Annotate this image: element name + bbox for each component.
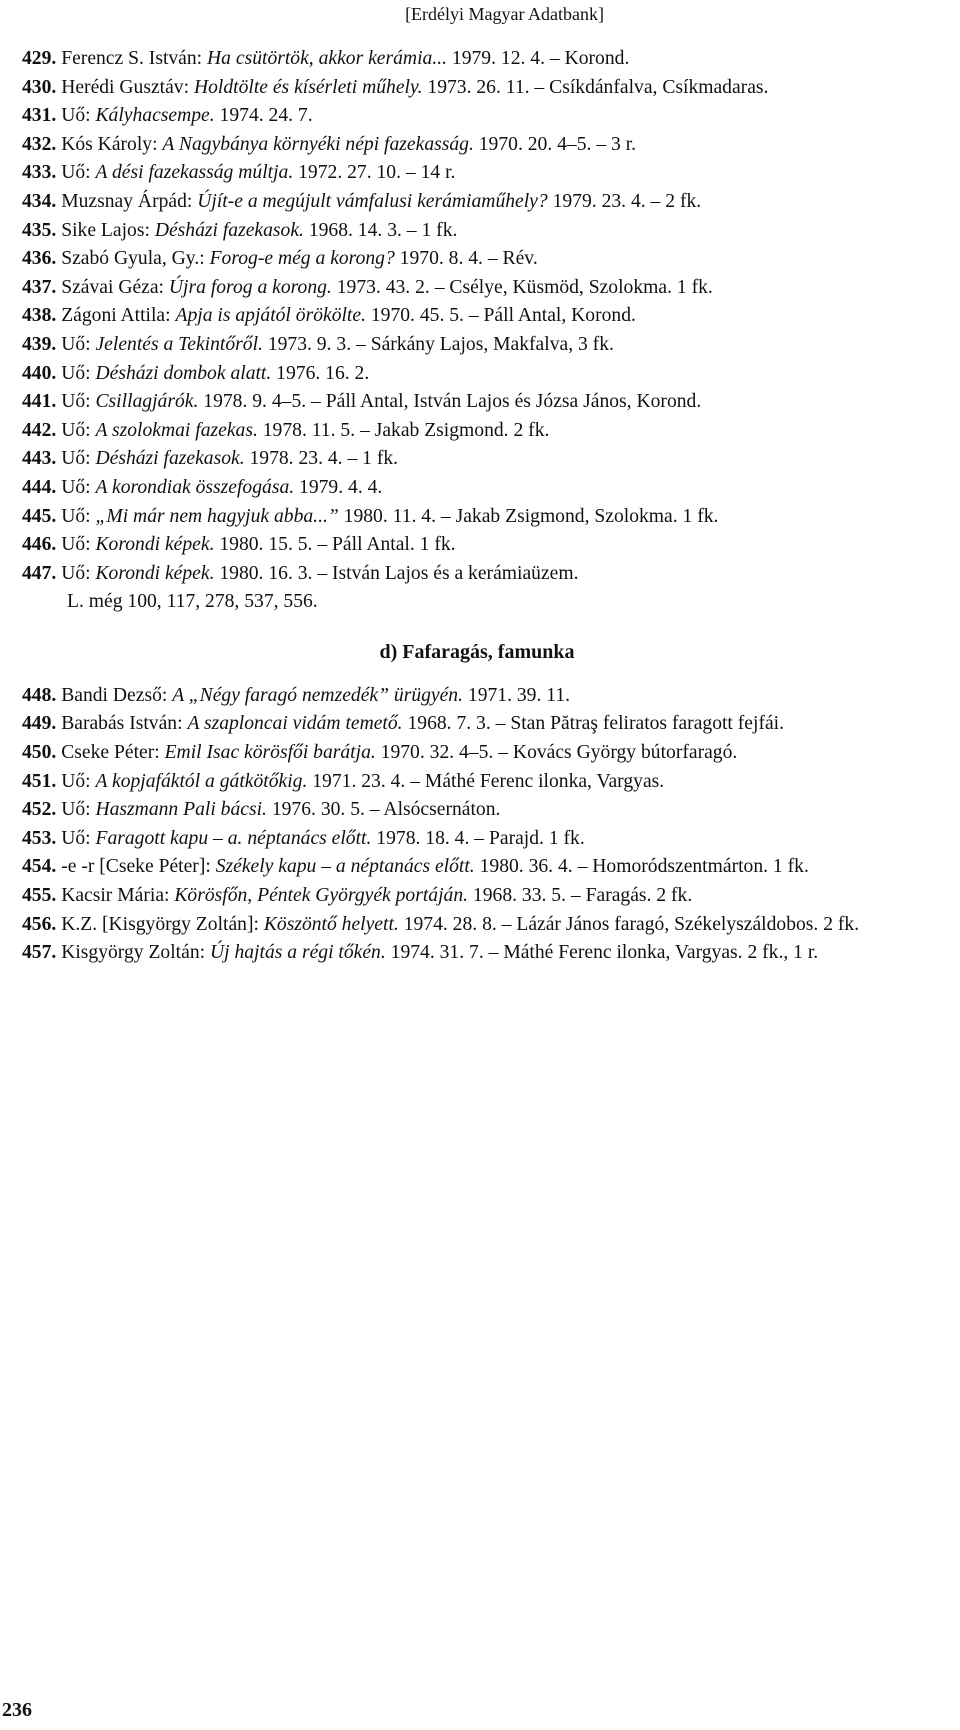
see-also-note: L. még 100, 117, 278, 537, 556. bbox=[67, 591, 318, 613]
entry-text: 1972. 27. 10. – 14 r. bbox=[293, 162, 456, 184]
entry-title: Korondi képek. bbox=[95, 534, 215, 556]
entry-number: 431. bbox=[22, 105, 57, 127]
entry-title: Körösfőn, Péntek Györgyék portáján. bbox=[174, 885, 469, 907]
bibliography-entry bbox=[22, 796, 932, 825]
bibliography-entry bbox=[22, 710, 932, 739]
entry-text: Barabás István: bbox=[56, 713, 188, 735]
entry-title: A korondiak összefogása. bbox=[95, 476, 295, 498]
bibliography-entry bbox=[22, 474, 932, 503]
entry-text: 1971. 39. 11. bbox=[463, 684, 571, 706]
entry-number: 442. bbox=[22, 419, 57, 441]
bibliography-entry bbox=[22, 360, 932, 389]
entry-title: A dési fazekasság múltja. bbox=[95, 162, 294, 184]
entry-number: 446. bbox=[22, 534, 57, 556]
entry-number: 445. bbox=[22, 505, 57, 527]
entry-text: Ferencz S. István: bbox=[56, 48, 208, 69]
bibliography-entry bbox=[22, 682, 932, 711]
entry-text: Cseke Péter: bbox=[56, 742, 165, 764]
bibliography-entry bbox=[22, 388, 932, 417]
entry-text: Uő: bbox=[56, 476, 96, 498]
bibliography-entry bbox=[22, 331, 932, 360]
entry-text: Uő: bbox=[56, 448, 96, 470]
entry-text: Uő: bbox=[56, 770, 96, 792]
entry-title: Désházi dombok alatt. bbox=[95, 362, 272, 384]
entry-number: 449. bbox=[22, 713, 57, 735]
entry-title: Korondi képek. bbox=[95, 562, 215, 584]
entry-number: 441. bbox=[22, 391, 57, 413]
entry-text: 1974. 31. 7. – Máthé Ferenc ilonka, Vargyas. 2 fk., 1 r. bbox=[385, 942, 819, 964]
entry-text: 1971. 23. 4. – Máthé Ferenc ilonka, Vargyas. bbox=[307, 770, 665, 792]
entry-title: Haszmann Pali bácsi. bbox=[95, 799, 267, 821]
source-header: [Erdélyi Magyar Adatbank] bbox=[405, 4, 604, 24]
entry-title: Faragott kapu – a. néptanács előtt. bbox=[95, 827, 372, 849]
bibliography-entry bbox=[22, 417, 932, 446]
entry-number: 432. bbox=[22, 133, 57, 155]
entry-text: 1980. 15. 5. – Páll Antal. 1 fk. bbox=[214, 534, 456, 556]
entry-text: Uő: bbox=[56, 562, 96, 584]
entry-number: 434. bbox=[22, 190, 57, 212]
entry-text: Uő: bbox=[56, 419, 96, 441]
entry-number: 437. bbox=[22, 276, 57, 298]
entry-number: 436. bbox=[22, 248, 57, 270]
bibliography-entry bbox=[22, 882, 932, 911]
bibliography-entry bbox=[22, 159, 932, 188]
entry-text: 1970. 32. 4–5. – Kovács György bútorfaragó. bbox=[375, 742, 738, 764]
entry-number: 452. bbox=[22, 799, 57, 821]
entry-text: -e -r [Cseke Péter]: bbox=[56, 856, 216, 878]
entry-title: Kályhacsempe. bbox=[95, 105, 215, 127]
entry-text: 1974. 24. 7. bbox=[214, 105, 313, 127]
page-number: 236 bbox=[2, 1699, 32, 1721]
entry-title: A „Négy faragó nemzedék” ürügyén. bbox=[172, 684, 463, 706]
entry-text: 1968. 7. 3. – Stan Pătraş feliratos faragott fejfái. bbox=[402, 713, 785, 735]
entry-title: Székely kapu – a néptanács előtt. bbox=[215, 856, 475, 878]
entry-text: Zágoni Attila: bbox=[56, 305, 176, 327]
entry-text: Kós Károly: bbox=[56, 133, 163, 155]
entry-number: 438. bbox=[22, 305, 57, 327]
entry-text: 1968. 33. 5. – Faragás. 2 fk. bbox=[468, 885, 693, 907]
entry-text: 1970. 8. 4. – Rév. bbox=[394, 248, 538, 270]
entry-text: Kisgyörgy Zoltán: bbox=[56, 942, 210, 964]
entry-number: 435. bbox=[22, 219, 57, 241]
bibliography-entry bbox=[22, 188, 932, 217]
entry-number: 433. bbox=[22, 162, 57, 184]
entry-text: 1976. 16. 2. bbox=[271, 362, 370, 384]
entry-text: Uő: bbox=[56, 362, 96, 384]
entry-title: Emil Isac körösfői barátja. bbox=[164, 742, 376, 764]
entry-title: Újra forog a korong. bbox=[168, 276, 332, 298]
entry-text: 1978. 9. 4–5. – Páll Antal, István Lajos és Józsa János, Korond. bbox=[198, 391, 702, 413]
entry-number: 444. bbox=[22, 476, 57, 498]
bibliography-entry bbox=[22, 445, 932, 474]
bibliography-entry bbox=[22, 853, 932, 882]
entry-number: 440. bbox=[22, 362, 57, 384]
bibliography-entry bbox=[22, 102, 932, 131]
entry-title: Jelentés a Tekintőről. bbox=[95, 333, 263, 355]
entry-title: Forog-e még a korong? bbox=[209, 248, 395, 270]
entry-text: 1978. 18. 4. – Parajd. 1 fk. bbox=[371, 827, 585, 849]
bibliography-entry bbox=[22, 531, 932, 560]
entry-text: Uő: bbox=[56, 105, 96, 127]
entry-text: 1979. 12. 4. – Korond. bbox=[447, 48, 630, 69]
entry-text: 1978. 11. 5. – Jakab Zsigmond. 2 fk. bbox=[257, 419, 550, 441]
entry-text: 1979. 23. 4. – 2 fk. bbox=[547, 190, 702, 212]
entry-text: 1978. 23. 4. – 1 fk. bbox=[244, 448, 399, 470]
bibliography-entry bbox=[22, 825, 932, 854]
entry-text: 1968. 14. 3. – 1 fk. bbox=[303, 219, 458, 241]
entry-text: Herédi Gusztáv: bbox=[56, 76, 194, 98]
entry-title: Ha csütörtök, akkor kerámia... bbox=[207, 48, 448, 69]
entry-number: 430. bbox=[22, 76, 57, 98]
bibliography-entry bbox=[22, 274, 932, 303]
entry-title: Apja is apjától örökölte. bbox=[175, 305, 366, 327]
entry-title: Désházi fazekasok. bbox=[154, 219, 304, 241]
entry-text: Kacsir Mária: bbox=[56, 885, 175, 907]
entry-text: K.Z. [Kisgyörgy Zoltán]: bbox=[56, 913, 264, 935]
bibliography-entry bbox=[22, 739, 932, 768]
entry-number: 429. bbox=[22, 48, 57, 69]
bibliography-list-pottery bbox=[22, 45, 932, 588]
entry-number: 448. bbox=[22, 684, 57, 706]
entry-number: 454. bbox=[22, 856, 57, 878]
entry-text: Uő: bbox=[56, 162, 96, 184]
entry-text: 1973. 43. 2. – Csélye, Küsmöd, Szolokma. 1 fk. bbox=[331, 276, 713, 298]
bibliography-entry bbox=[22, 939, 932, 968]
bibliography-page bbox=[22, 45, 932, 968]
entry-title: Új hajtás a régi tőkén. bbox=[209, 942, 386, 964]
entry-number: 457. bbox=[22, 942, 57, 964]
bibliography-entry bbox=[22, 217, 932, 246]
entry-text: 1979. 4. 4. bbox=[294, 476, 383, 498]
entry-text: Szabó Gyula, Gy.: bbox=[56, 248, 210, 270]
entry-title: „Mi már nem hagyjuk abba...” bbox=[95, 505, 339, 527]
entry-number: 455. bbox=[22, 885, 57, 907]
entry-title: Újít-e a megújult vámfalusi kerámiaműhely? bbox=[197, 190, 548, 212]
entry-text: 1973. 26. 11. – Csíkdánfalva, Csíkmadaras. bbox=[422, 76, 769, 98]
entry-text: 1970. 20. 4–5. – 3 r. bbox=[473, 133, 637, 155]
entry-text: 1980. 16. 3. – István Lajos és a kerámiaüzem. bbox=[214, 562, 579, 584]
entry-title: Désházi fazekasok. bbox=[95, 448, 245, 470]
entry-title: A szaploncai vidám temető. bbox=[187, 713, 403, 735]
entry-text: Sike Lajos: bbox=[56, 219, 155, 241]
bibliography-list-woodcarving bbox=[22, 682, 932, 968]
entry-text: Uő: bbox=[56, 534, 96, 556]
bibliography-entry bbox=[22, 245, 932, 274]
bibliography-entry bbox=[22, 302, 932, 331]
entry-text: 1973. 9. 3. – Sárkány Lajos, Makfalva, 3 fk. bbox=[262, 333, 614, 355]
entry-text: Muzsnay Árpád: bbox=[56, 190, 198, 212]
entry-text: 1980. 11. 4. – Jakab Zsigmond, Szolokma. 1 fk. bbox=[338, 505, 719, 527]
entry-number: 451. bbox=[22, 770, 57, 792]
entry-title: A kopjafáktól a gátkötőkig. bbox=[95, 770, 308, 792]
entry-text: Uő: bbox=[56, 391, 96, 413]
bibliography-entry bbox=[22, 74, 932, 103]
entry-text: Uő: bbox=[56, 505, 96, 527]
entry-text: Uő: bbox=[56, 827, 96, 849]
entry-text: Uő: bbox=[56, 799, 96, 821]
entry-text: Szávai Géza: bbox=[56, 276, 169, 298]
entry-number: 447. bbox=[22, 562, 57, 584]
entry-text: 1980. 36. 4. – Homoródszentmárton. 1 fk. bbox=[474, 856, 809, 878]
entry-text: Bandi Dezső: bbox=[56, 684, 173, 706]
entry-title: Holdtölte és kísérleti műhely. bbox=[193, 76, 423, 98]
bibliography-entry bbox=[22, 131, 932, 160]
entry-title: Köszöntő helyett. bbox=[263, 913, 399, 935]
entry-title: Csillagjárók. bbox=[95, 391, 199, 413]
entry-title: A Nagybánya környéki népi fazekasság. bbox=[162, 133, 474, 155]
entry-text: 1974. 28. 8. – Lázár János faragó, Székelyszáldobos. 2 fk. bbox=[398, 913, 860, 935]
entry-number: 439. bbox=[22, 333, 57, 355]
bibliography-entry bbox=[22, 45, 932, 74]
bibliography-entry bbox=[22, 768, 932, 797]
entry-number: 450. bbox=[22, 742, 57, 764]
entry-number: 456. bbox=[22, 913, 57, 935]
entry-number: 453. bbox=[22, 827, 57, 849]
entry-text: Uő: bbox=[56, 333, 96, 355]
bibliography-entry bbox=[22, 503, 932, 532]
entry-text: 1970. 45. 5. – Páll Antal, Korond. bbox=[365, 305, 636, 327]
entry-title: A szolokmai fazekas. bbox=[95, 419, 258, 441]
section-title: d) Fafaragás, famunka bbox=[379, 640, 575, 663]
entry-number: 443. bbox=[22, 448, 57, 470]
bibliography-entry bbox=[22, 911, 932, 940]
bibliography-entry bbox=[22, 560, 932, 589]
entry-text: 1976. 30. 5. – Alsócsernáton. bbox=[266, 799, 501, 821]
